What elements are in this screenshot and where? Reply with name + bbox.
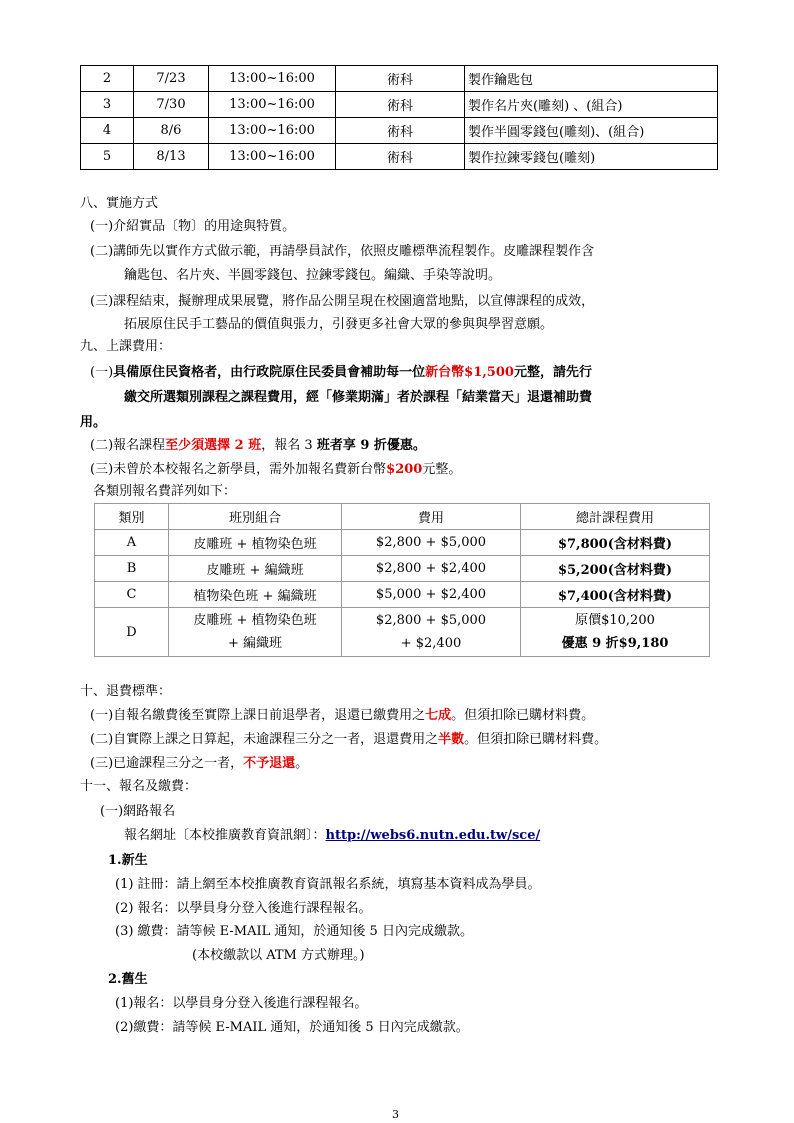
fee-combo-d-line1: 皮雕班 + 植物染色班 [193, 613, 317, 628]
s10-refund-half: 半數 [438, 732, 465, 747]
schedule-subject: 術科 [336, 92, 465, 118]
schedule-subject: 術科 [336, 118, 465, 144]
new-step-2: (2) 報名：以學員身分登入後進行課程報名。 [115, 901, 372, 916]
section-9-heading: 九、上課費用： [80, 339, 172, 354]
old-step-2: (2)繳費：請等候 E-MAIL 通知，於通知後 5 日內完成繳款。 [115, 1020, 469, 1035]
s10-i1-post: 。但須扣除已購材料費。 [451, 708, 595, 723]
fee-header-combo: 班別組合 [169, 504, 342, 530]
s10-refund-70: 七成 [425, 708, 452, 723]
online-registration-title: (一)網路報名 [100, 804, 176, 819]
atm-note: (本校繳款以 ATM 方式辦理。) [192, 948, 365, 963]
s10-no-refund: 不予退還 [243, 756, 296, 771]
s9-registration-fee: $200 [386, 462, 423, 477]
fee-total: $7,800(含材料費) [521, 530, 710, 556]
fee-cost-d-line1: $2,800 + $5,000 [375, 613, 487, 628]
schedule-content: 製作鑰匙包 [465, 66, 718, 92]
schedule-no: 2 [81, 66, 134, 92]
s9-i2-prefix: (二)報名課程 [90, 438, 166, 453]
schedule-content: 製作拉鍊零錢包(雕刻) [465, 144, 718, 170]
s9-subsidy-amount: 新台幣$1,500 [425, 365, 514, 380]
s9-i3-prefix: (三)未曾於本校報名之新學員，需外加報名費新台幣 [90, 462, 387, 477]
s8-item-3b: 拓展原住民手工藝品的價值與張力，引發更多社會大眾的參與與學習意願。 [124, 317, 554, 332]
fee-cost-d [342, 608, 521, 657]
fee-total: $5,200(含材料費) [521, 556, 710, 582]
schedule-time: 13:00~16:00 [209, 66, 336, 92]
section-11-heading: 十一、報名及繳費： [80, 779, 198, 794]
s9-discount: 班者享 9 折優惠。 [316, 438, 426, 453]
schedule-content: 製作半圓零錢包(雕刻)、(組合) [465, 118, 718, 144]
fee-cost: $2,800 + $2,400 [342, 556, 521, 582]
fee-cat: B [95, 556, 169, 582]
s9-i3-post: 元整。 [422, 462, 462, 477]
registration-url-line [124, 824, 540, 843]
s10-item-1 [90, 704, 594, 723]
url-label: 報名網址〔本校推廣教育資訊網〕： [124, 828, 326, 843]
fee-combo: 植物染色班 + 編織班 [169, 582, 342, 608]
fee-cat: C [95, 582, 169, 608]
s9-i1-prefix: (一) [90, 365, 114, 380]
registration-link[interactable]: http://webs6.nutn.edu.tw/sce/ [325, 828, 541, 843]
s10-i2-post: 。但須扣除已購材料費。 [464, 732, 608, 747]
s9-min-classes: 至少須選擇 2 班 [165, 438, 262, 453]
schedule-row [81, 144, 718, 170]
fee-header-cost: 費用 [342, 504, 521, 530]
fee-table [94, 503, 710, 657]
s8-item-3a: (三)課程結束，擬辦理成果展覽，將作品公開呈現在校園適當地點，以宣傳課程的成效， [90, 294, 595, 309]
fee-total-d-original: 原價$10,200 [575, 613, 655, 628]
schedule-row [81, 92, 718, 118]
fee-combo-d [169, 608, 342, 657]
s8-item-1: (一)介紹實品〔物〕的用途與特質。 [90, 219, 296, 234]
s10-item-3 [90, 752, 308, 771]
new-step-3: (3) 繳費：請等候 E-MAIL 通知，於通知後 5 日內完成繳款。 [115, 924, 473, 939]
fee-total: $7,400(含材料費) [521, 582, 710, 608]
schedule-row [81, 66, 718, 92]
s8-item-2b: 鑰匙包、名片夾、半圓零錢包、拉鍊零錢包。編織、手染等說明。 [124, 268, 502, 283]
fee-combo: 皮雕班 + 編織班 [169, 556, 342, 582]
s10-i2-pre: (二)自實際上課之日算起，未逾課程三分之一者，退還費用之 [90, 732, 439, 747]
schedule-no: 5 [81, 144, 134, 170]
fee-cost-d-line2: + $2,400 [400, 636, 462, 651]
s10-item-2 [90, 728, 607, 747]
schedule-table [80, 65, 718, 170]
s10-i3-post: 。 [295, 756, 309, 771]
new-step-1: (1) 註冊：請上網至本校推廣教育資訊報名系統，填寫基本資料成為學員。 [115, 877, 541, 892]
schedule-date: 7/30 [134, 92, 209, 118]
fee-header-cat: 類別 [95, 504, 169, 530]
fee-total-d-discount: 優惠 9 折$9,180 [561, 636, 669, 651]
fee-combo-d-line2: + 編織班 [227, 636, 283, 651]
s10-i1-pre: (一)自報名繳費後至實際上課日前退學者，退還已繳費用之 [90, 708, 426, 723]
s9-item-2 [90, 434, 426, 453]
schedule-date: 7/23 [134, 66, 209, 92]
schedule-row [81, 118, 718, 144]
schedule-no: 4 [81, 118, 134, 144]
schedule-time: 13:00~16:00 [209, 118, 336, 144]
fee-combo: 皮雕班 + 植物染色班 [169, 530, 342, 556]
fee-cat: A [95, 530, 169, 556]
fee-cat-d: D [95, 608, 169, 657]
old-step-1: (1)報名：以學員身分登入後進行課程報名。 [115, 996, 368, 1011]
schedule-time: 13:00~16:00 [209, 92, 336, 118]
s9-item-1b: 繳交所選類別課程之課程費用，經「修業期滿」者於課程「結業當天」退還補助費 [124, 390, 593, 405]
schedule-date: 8/13 [134, 144, 209, 170]
new-student-title: 1.新生 [108, 853, 148, 868]
fee-cost: $2,800 + $5,000 [342, 530, 521, 556]
s9-item-1c: 用。 [80, 415, 107, 430]
s8-item-2a: (二)講師先以實作方式做示範，再請學員試作，依照皮雕標準流程製作。皮雕課程製作含 [90, 244, 595, 259]
s9-item-3 [90, 458, 461, 477]
section-8-heading: 八、實施方式 [80, 196, 159, 211]
schedule-date: 8/6 [134, 118, 209, 144]
s9-i1-bold: 具備原住民資格者，由行政院原住民委員會補助每一位 [113, 365, 426, 380]
page-number: 3 [392, 1108, 399, 1121]
schedule-content: 製作名片夾(雕刻) 、(組合) [465, 92, 718, 118]
fee-cost: $5,000 + $2,400 [342, 582, 521, 608]
schedule-subject: 術科 [336, 144, 465, 170]
schedule-subject: 術科 [336, 66, 465, 92]
s10-i3-pre: (三)已逾課程三分之一者， [90, 756, 244, 771]
fee-header-total: 總計課程費用 [521, 504, 710, 530]
section-10-heading: 十、退費標準： [80, 684, 172, 699]
s9-i2-mid: ，報名 3 [261, 438, 317, 453]
fee-list-title: 各類別報名費詳列如下： [93, 484, 237, 499]
schedule-no: 3 [81, 92, 134, 118]
s9-i1-post: 元整，請先行 [513, 365, 592, 380]
old-student-title: 2.舊生 [108, 972, 148, 987]
s9-item-1a [90, 361, 592, 380]
fee-total-d [521, 608, 710, 657]
schedule-time: 13:00~16:00 [209, 144, 336, 170]
